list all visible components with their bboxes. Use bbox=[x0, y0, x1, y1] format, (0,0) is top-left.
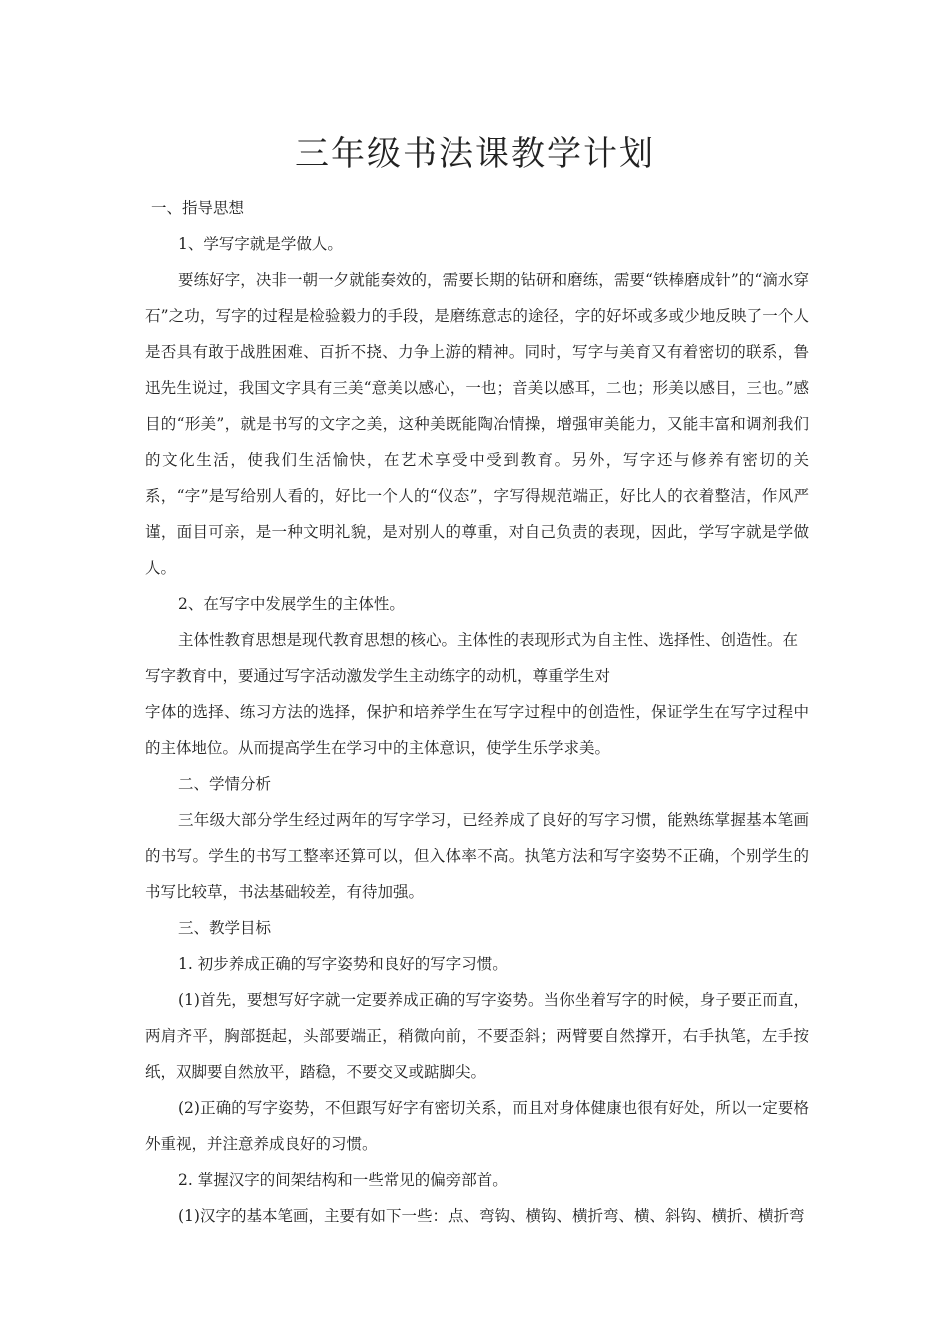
section-heading-learning-analysis: 二、学情分析 bbox=[178, 775, 272, 793]
goal-1-item-1: (1)首先，要想写好字就一定要养成正确的写字姿势。当你坐着写字的时候，身子要正而直，两肩齐平，胸部挺起，头部要端正，稍微向前，不要歪斜；两臂要自然撑开，右手执笔，左手按纸，双脚要自然放平，踏稳，不要交叉或踮脚尖。 bbox=[145, 991, 809, 1081]
paragraph-writing-character: 要练好字，决非一朝一夕就能奏效的，需要长期的钻研和磨练，需要“铁棒磨成针”的“滴水穿石”之功，写字的过程是检验毅力的手段，是磨练意志的途径，字的好坏或多或少地反映了一个人是否具有敢于战胜困难、百折不挠、力争上游的精神。同时，写字与美育又有着密切的联系，鲁迅先生说过，我国文字具有三美“意美以感心，一也；音美以感耳，二也；形美以感目，三也。”感目的“形美”，就是书写的文字之美，这种美既能陶冶情操，增强审美能力，又能丰富和调剂我们的文化生活，使我们生活愉快，在艺术享受中受到教育。另外，写字还与修养有密切的关系，“字”是写给别人看的，好比一个人的“仪态”，字写得规范端正，好比人的衣着整洁，作风严谨，面目可亲，是一种文明礼貌，是对别人的尊重，对自己负责的表现，因此，学写字就是学做人。 bbox=[145, 271, 809, 577]
paragraph-subjectivity-part2: 字体的选择、练习方法的选择，保护和培养学生在写字过程中的创造性，保证学生在写字过程中的主体地位。从而提高学生在学习中的主体意识，使学生乐学求美。 bbox=[145, 703, 809, 757]
goal-1-item-2: (2)正确的写字姿势，不但跟写好字有密切关系，而且对身体健康也很有好处，所以一定要格外重视，并注意养成良好的习惯。 bbox=[145, 1099, 809, 1153]
paragraph-subjectivity-part1: 主体性教育思想是现代教育思想的核心。主体性的表现形式为自主性、选择性、创造性。在写字教育中，要通过写字活动激发学生主动练字的动机，尊重学生对 bbox=[145, 631, 799, 685]
goal-1-heading: 1. 初步养成正确的写字姿势和良好的写字习惯。 bbox=[178, 955, 508, 973]
section-heading-teaching-goals: 三、教学目标 bbox=[178, 919, 272, 937]
goal-2-item-1: (1)汉字的基本笔画，主要有如下一些：点、弯钩、横钩、横折弯、横、斜钩、横折、横折弯 bbox=[178, 1207, 805, 1225]
document-body bbox=[145, 190, 809, 1234]
document-title: 三年级书法课教学计划 bbox=[295, 134, 655, 174]
goal-2-heading: 2. 掌握汉字的间架结构和一些常见的偏旁部首。 bbox=[178, 1171, 508, 1189]
section-heading-guiding-ideology: 一、指导思想 bbox=[151, 199, 245, 217]
paragraph-learning-analysis: 三年级大部分学生经过两年的写字学习，已经养成了良好的写字习惯，能熟练掌握基本笔画的书写。学生的书写工整率还算可以，但入体率不高。执笔方法和写字姿势不正确，个别学生的书写比较草，书法基础较差，有待加强。 bbox=[145, 811, 809, 901]
subheading-student-subjectivity: 2、在写字中发展学生的主体性。 bbox=[178, 595, 405, 613]
subheading-writing-is-character: 1、学写字就是学做人。 bbox=[178, 235, 343, 253]
